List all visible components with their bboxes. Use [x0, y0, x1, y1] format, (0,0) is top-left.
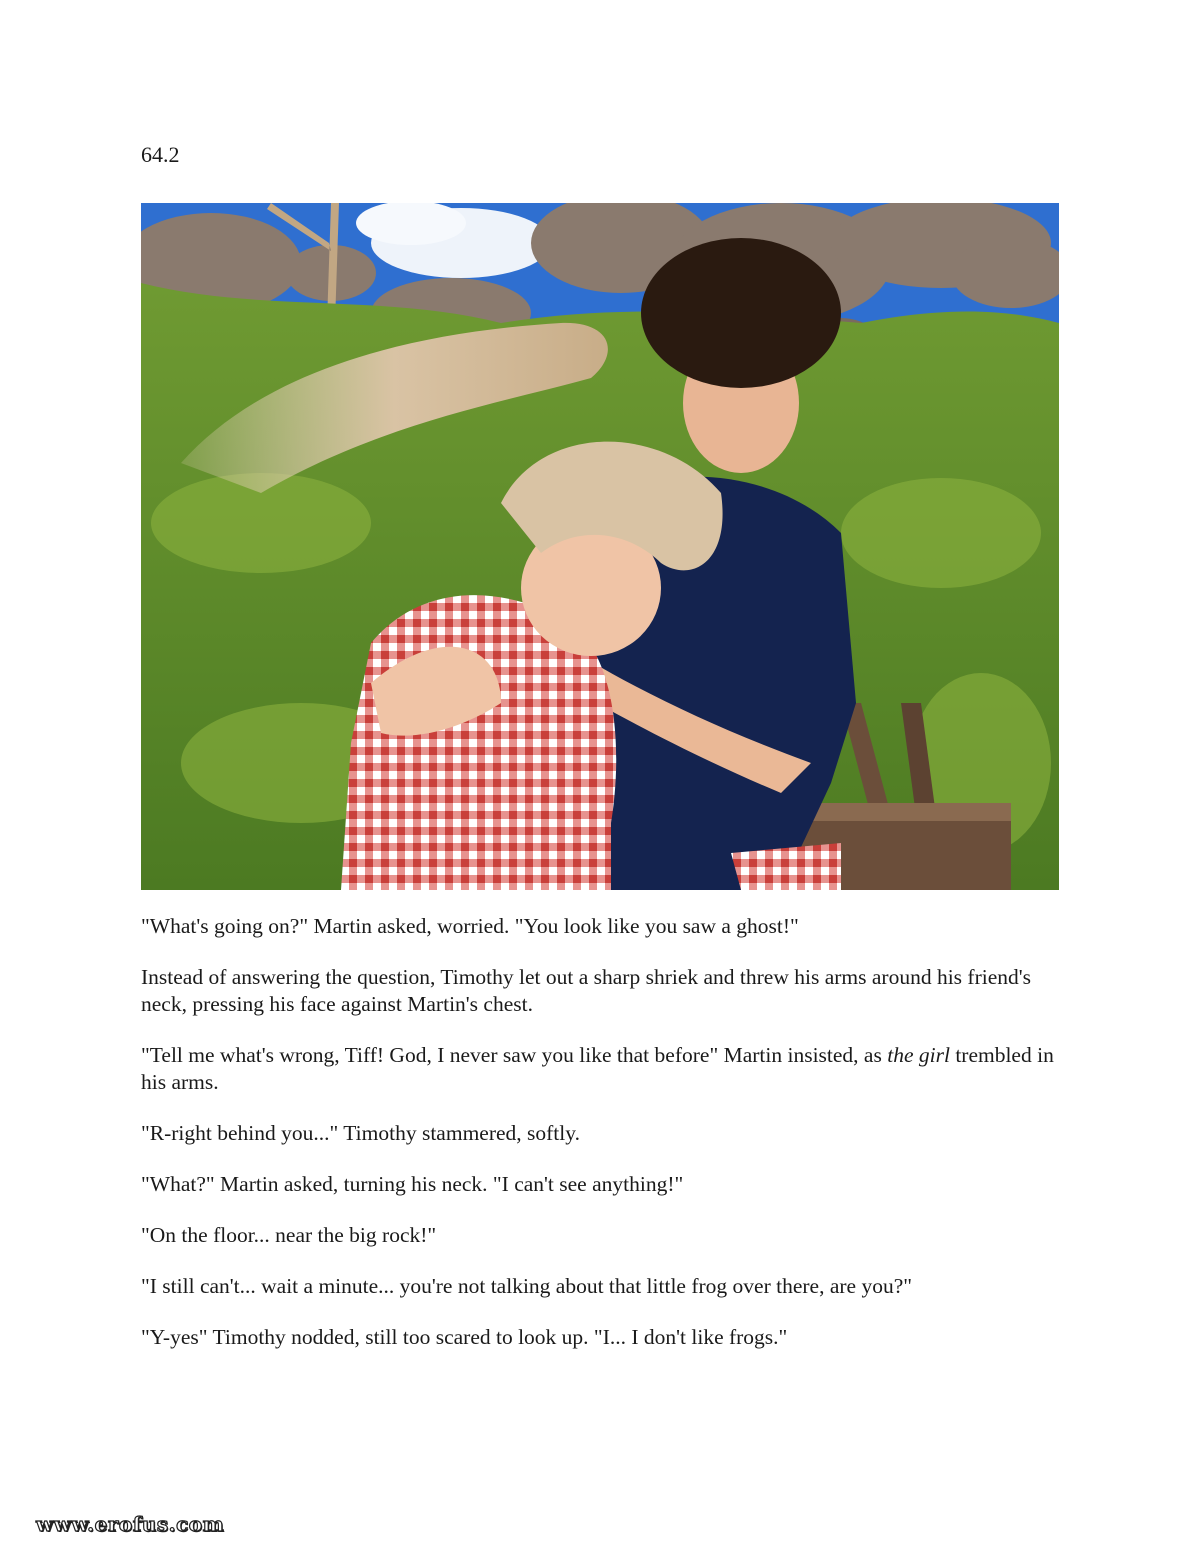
- paragraph: "Y-yes" Timothy nodded, still too scared to look up. "I... I don't like frogs.": [141, 1325, 788, 1349]
- paragraph: "I still can't... wait a minute... you're not talking about that little frog over there, are you?": [141, 1274, 913, 1298]
- paragraph: "What?" Martin asked, turning his neck. "I can't see anything!": [141, 1172, 684, 1196]
- paragraph-text: "Tell me what's wrong, Tiff! God, I never saw you like that before" Martin insisted, as: [141, 1043, 888, 1067]
- story-illustration: [141, 203, 1059, 890]
- paragraph: Instead of answering the question, Timothy let out a sharp shriek and threw his arms around his friend's neck, pressing his face against Martin's chest.: [141, 965, 1032, 1016]
- paragraph: "What's going on?" Martin asked, worried. "You look like you saw a ghost!": [141, 914, 799, 938]
- page-number: 64.2: [141, 142, 180, 167]
- illustration-scene: [141, 203, 1059, 890]
- cloud: [356, 203, 466, 245]
- paragraph: "On the floor... near the big rock!": [141, 1223, 437, 1247]
- paragraph: [141, 1042, 1061, 1096]
- story-text: [141, 913, 1061, 1375]
- paragraph: "R-right behind you..." Timothy stammered, softly.: [141, 1121, 580, 1145]
- watermark: www.erofus.com: [36, 1512, 225, 1536]
- paragraph-text: trembled in his arms.: [141, 1043, 1054, 1094]
- emphasized-text: the girl: [887, 1043, 950, 1067]
